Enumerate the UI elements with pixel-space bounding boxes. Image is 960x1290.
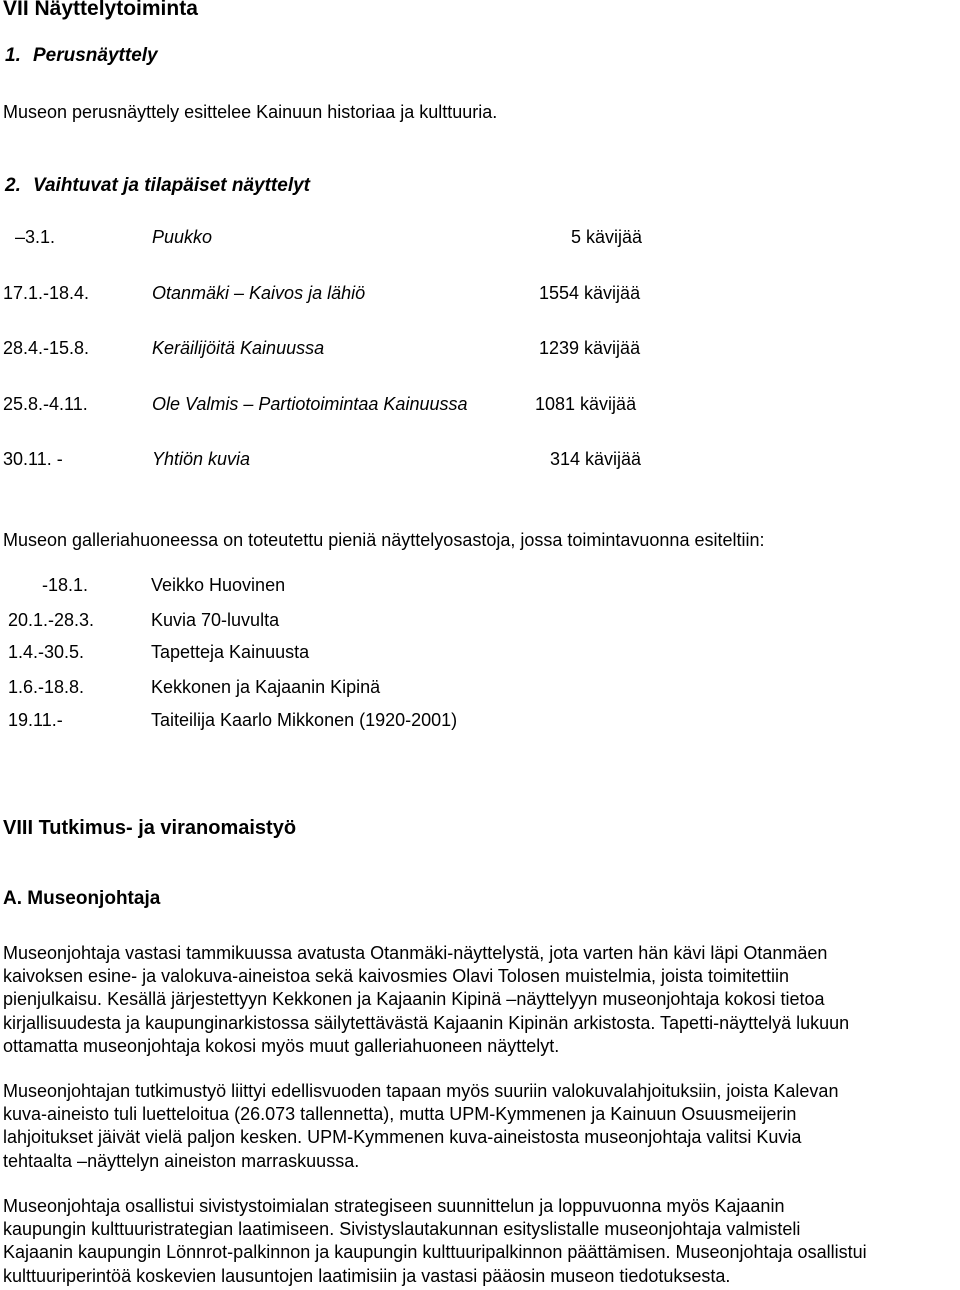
paragraph	[3, 1080, 958, 1173]
text-line: tehtaalta –näyttelyn aineiston marraskuussa.	[3, 1150, 360, 1171]
gallery-date: -18.1.	[42, 575, 89, 595]
exhibition-name: Yhtiön kuvia	[152, 449, 251, 469]
exhibition-visitors: 314 kävijää	[550, 449, 642, 469]
exhibition-visitors: 1081 kävijää	[535, 394, 637, 414]
text-line: kaupungin kulttuuristrategian laatimiseen. Sivistyslautakunnan esityslistalle museonjohtaja valmisteli	[3, 1219, 801, 1240]
text-line: kaivoksen esine- ja valokuva-aineistoa sekä kaivosmies Olavi Tolosen muistelmia, joista toimitettiin	[3, 966, 790, 987]
text-line: kirjallisuudesta ja kaupunginarkistossa säilytettävästä Kajaanin Kipinän arkistosta. Tapetti-näyttelyä lukuun	[3, 1012, 850, 1033]
exhibition-visitors: 1239 kävijää	[539, 338, 641, 358]
intro-text: Museon perusnäyttely esittelee Kainuun historiaa ja kulttuuria.	[3, 102, 498, 122]
gallery-date: 1.4.-30.5.	[8, 642, 85, 662]
exhibition-name: Ole Valmis – Partiotoimintaa Kainuussa	[152, 394, 468, 414]
exhibition-date: 30.11. -	[3, 449, 63, 469]
gallery-name: Veikko Huovinen	[151, 575, 286, 595]
text-line: Kajaanin kaupungin Lönnrot-palkinnon ja kaupungin kulttuuripalkinnon päättämisen. Museonjohtaja osallistui	[3, 1242, 867, 1263]
subheading: Perusnäyttely	[33, 45, 158, 66]
text-line: ottamatta museonjohtaja kokosi myös muut galleriahuoneen näyttelyt.	[3, 1035, 560, 1056]
exhibition-visitors: 1554 kävijää	[539, 283, 641, 303]
gallery-date: 19.11.-	[8, 710, 63, 730]
subheading-number: 1.	[5, 45, 21, 66]
gallery-date: 20.1.-28.3.	[8, 610, 95, 630]
gallery-name: Tapetteja Kainuusta	[151, 642, 310, 662]
exhibition-date: –3.1.	[15, 227, 56, 247]
gallery-name: Kekkonen ja Kajaanin Kipinä	[151, 677, 381, 697]
text-line: Museonjohtaja vastasi tammikuussa avatusta Otanmäki-näyttelystä, jota varten hän kävi läpi Otanmäen	[3, 943, 828, 963]
gallery-name: Taiteilija Kaarlo Mikkonen (1920-2001)	[151, 710, 458, 730]
exhibition-date: 28.4.-15.8.	[3, 338, 90, 358]
gallery-date: 1.6.-18.8.	[8, 677, 85, 697]
paragraph	[3, 1195, 958, 1288]
text-line: Museonjohtajan tutkimustyö liittyi edellisvuoden tapaan myös suuriin valokuvalahjoituksiin, joista Kalevan	[3, 1081, 839, 1101]
exhibition-date: 17.1.-18.4.	[3, 283, 90, 303]
text-line: pienjulkaisu. Kesällä järjestettyyn Kekkonen ja Kajaanin Kipinä –näyttelyyn museonjohtaja kokosi tietoa	[3, 989, 825, 1010]
text-line: kulttuuriperintöä koskevien lausuntojen laatimisiin ja vastasi pääosin museon tiedotuksesta.	[3, 1265, 731, 1286]
gallery-intro: Museon galleriahuoneessa on toteutettu pieniä näyttelyosastoja, jossa toimintavuonna esiteltiin:	[3, 530, 765, 550]
exhibition-date: 25.8.-4.11.	[3, 394, 88, 414]
subheading-number: 2.	[5, 175, 21, 196]
exhibition-name: Otanmäki – Kaivos ja lähiö	[152, 283, 366, 303]
section-title: VIII Tutkimus- ja viranomaistyö	[3, 817, 297, 839]
text-line: kuva-aineisto tuli luetteloitua (26.073 tallennetta), mutta UPM-Kymmenen ja Kainuun Osuusmeijerin	[3, 1104, 797, 1125]
exhibition-visitors: 5 kävijää	[571, 227, 643, 247]
subheading: A. Museonjohtaja	[3, 888, 161, 909]
subheading: Vaihtuvat ja tilapäiset näyttelyt	[33, 175, 310, 196]
paragraph	[3, 942, 958, 1058]
text-line: Museonjohtaja osallistui sivistystoimialan strategiseen suunnittelun ja loppuvuonna myös Kajaanin	[3, 1196, 785, 1216]
exhibition-name: Keräilijöitä Kainuussa	[152, 338, 325, 358]
gallery-name: Kuvia 70-luvulta	[151, 610, 280, 630]
section-title: VII Näyttelytoiminta	[3, 0, 198, 20]
exhibition-name: Puukko	[152, 227, 213, 247]
text-line: lahjoitukset jäivät vielä paljon kesken. UPM-Kymmenen kuva-aineistosta museonjohtaja valitsi Kuvia	[3, 1127, 802, 1148]
